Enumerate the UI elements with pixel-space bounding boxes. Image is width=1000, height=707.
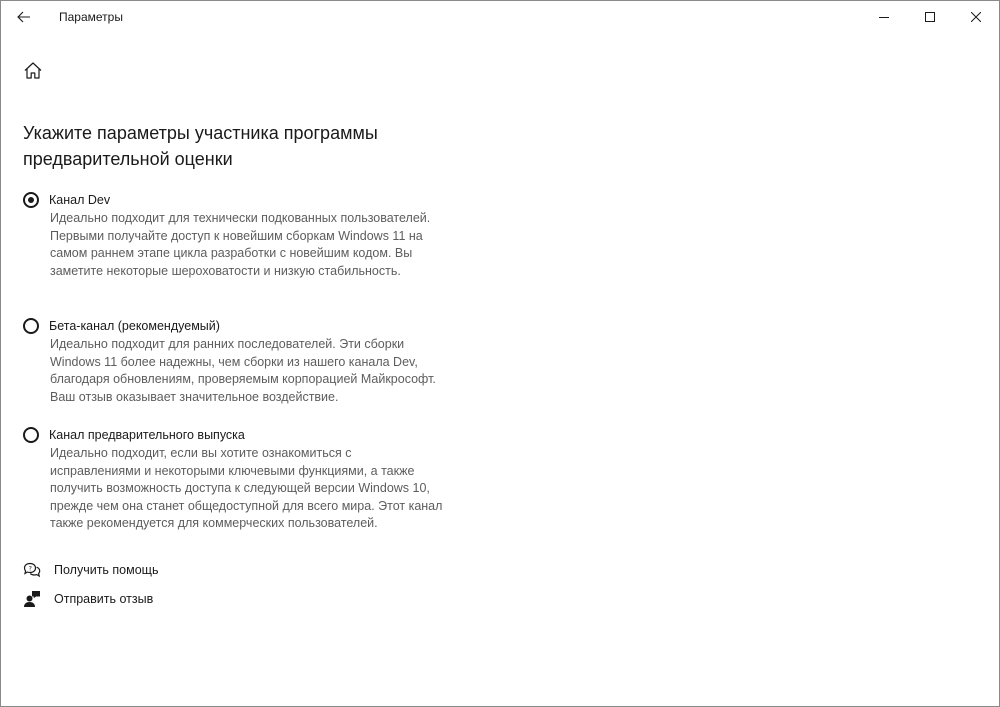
option-label: Бета-канал (рекомендуемый)	[49, 319, 220, 333]
option-header[interactable]	[23, 190, 453, 210]
window-title: Параметры	[59, 10, 123, 24]
page-title: Укажите параметры участника программы предварительной оценки	[23, 123, 378, 169]
back-button[interactable]	[1, 1, 47, 33]
svg-text:?: ?	[28, 564, 32, 573]
close-button[interactable]	[953, 1, 999, 33]
home-icon	[24, 62, 42, 79]
radio-beta-channel[interactable]	[23, 318, 39, 334]
radio-release-preview-channel[interactable]	[23, 427, 39, 443]
option-beta-channel[interactable]	[23, 316, 453, 406]
option-header[interactable]	[23, 316, 453, 336]
option-description: Идеально подходит для технически подкованных пользователей. Первыми получайте доступ к новейшим сборкам Windows 11 на самом раннем этапе цикла разработки с новейшим кодом. Вы заметите некоторые шероховатости и низкую стабильность.	[50, 211, 431, 278]
get-help-label[interactable]: Получить помощь	[54, 563, 159, 577]
option-release-preview-channel[interactable]	[23, 425, 453, 533]
option-dev-channel[interactable]	[23, 190, 453, 280]
title-bar	[1, 1, 999, 33]
option-header[interactable]	[23, 425, 453, 445]
close-icon	[971, 12, 981, 22]
window-controls	[861, 1, 999, 33]
send-feedback-label[interactable]: Отправить отзыв	[54, 592, 154, 606]
radio-dev-channel[interactable]	[23, 192, 39, 208]
send-feedback-link[interactable]	[23, 589, 153, 609]
maximize-button[interactable]	[907, 1, 953, 33]
option-description: Идеально подходит, если вы хотите ознакомиться с исправлениями и некоторыми ключевыми функциями, а также получить возможность доступа к следующей версии Windows 10, прежде чем она станет общедоступной для всего мира. Этот канал также рекомендуется для коммерческих пользователей.	[50, 446, 443, 530]
get-help-link[interactable]	[23, 560, 158, 580]
option-label: Канал предварительного выпуска	[49, 428, 245, 442]
help-chat-icon	[23, 561, 41, 579]
maximize-icon	[925, 12, 935, 22]
feedback-person-icon	[23, 590, 41, 608]
option-label: Канал Dev	[49, 193, 111, 207]
minimize-icon	[879, 12, 889, 22]
back-arrow-icon	[17, 11, 31, 23]
minimize-button[interactable]	[861, 1, 907, 33]
home-button[interactable]	[21, 59, 45, 81]
option-description: Идеально подходит для ранних последователей. Эти сборки Windows 11 более надежны, чем сборки из нашего канала Dev, благодаря обновлениям, проверяемым корпорацией Майкрософт. Ваш отзыв оказывает значительное воздействие.	[50, 337, 436, 404]
